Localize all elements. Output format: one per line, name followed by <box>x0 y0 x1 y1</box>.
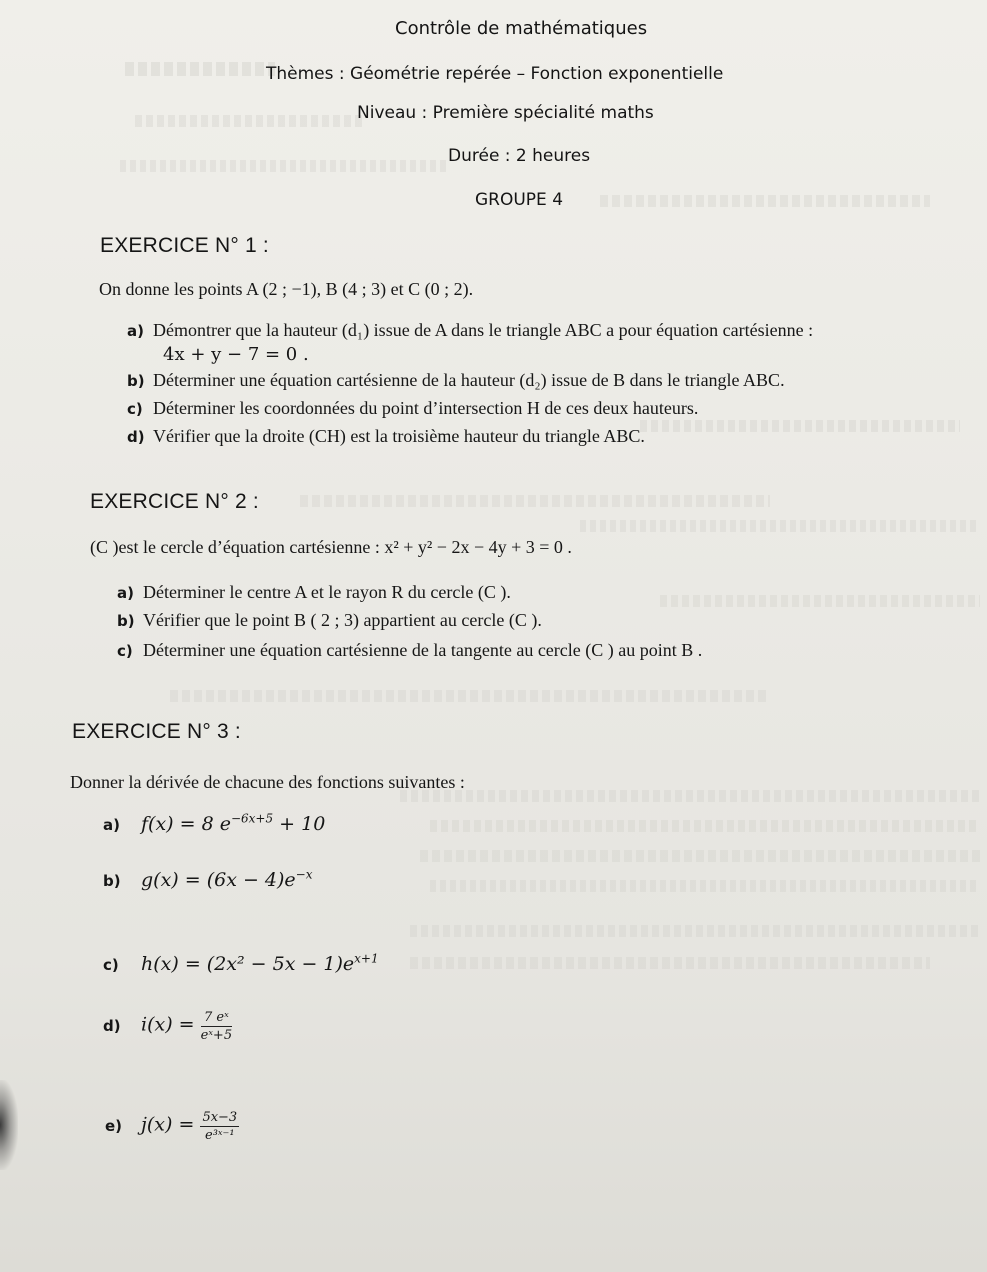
item-label: e) <box>105 1116 123 1135</box>
themes-line: Thèmes : Géométrie repérée – Fonction exponentielle <box>266 64 724 84</box>
exercise-3-item-c <box>103 952 379 975</box>
exercise-3-item-b <box>103 868 313 891</box>
exercise-3-intro: Donner la dérivée de chacune des fonctions suivantes : <box>70 772 465 792</box>
niveau-line: Niveau : Première spécialité maths <box>357 103 654 123</box>
item-label: d) <box>127 428 145 446</box>
item-label: b) <box>117 612 135 630</box>
item-label: c) <box>127 400 143 418</box>
equation-text: 4x + y − 7 = 0 . <box>163 344 309 365</box>
exercise-2-item-c <box>117 640 702 661</box>
groupe-line: GROUPE 4 <box>475 190 564 210</box>
exercise-1-item-d <box>127 426 645 447</box>
item-label: a) <box>117 584 134 602</box>
formula-exponent: −6x+5 <box>230 812 274 826</box>
item-label: a) <box>127 322 144 340</box>
item-text: Déterminer les coordonnées du point d’intersection H de ces deux hauteurs. <box>153 398 699 418</box>
exercise-3-item-e <box>105 1110 239 1143</box>
formula-base: f(x) = 8 e <box>141 813 231 836</box>
bleed-through-text <box>410 957 930 969</box>
item-text: Déterminer le centre A et le rayon R du cercle (C ). <box>143 582 511 602</box>
item-text: Vérifier que la droite (CH) est la troisième hauteur du triangle ABC. <box>153 426 645 446</box>
exercise-1-intro: On donne les points A (2 ; −1), B (4 ; 3) et C (0 ; 2). <box>99 279 474 299</box>
exercise-3-title: EXERCICE N° 3 : <box>72 720 241 743</box>
formula-f <box>141 813 325 835</box>
bleed-through-text <box>410 925 980 937</box>
formula-exponent: x+1 <box>354 952 379 966</box>
item-label: c) <box>117 642 133 660</box>
formula-i: i(x) = <box>141 1013 201 1036</box>
bleed-through-text <box>580 520 980 532</box>
item-text: Déterminer une équation cartésienne de la hauteur (d₂) issue de B dans le triangle ABC. <box>153 370 785 390</box>
bleed-through-text <box>430 820 980 832</box>
item-label: d) <box>103 1016 121 1035</box>
formula-g <box>141 869 313 891</box>
page-edge-shadow <box>0 1080 18 1170</box>
bleed-through-text <box>120 160 450 172</box>
numerator: 5x−3 <box>202 1110 238 1125</box>
bleed-through-text <box>640 420 960 432</box>
exercise-1-item-b <box>127 370 785 391</box>
fraction-j <box>200 1110 239 1143</box>
bleed-through-text <box>420 850 980 862</box>
item-text: Démontrer que la hauteur (d₁) issue de A dans le triangle ABC a pour équation cartésienne : <box>153 320 814 340</box>
bleed-through-text <box>400 790 980 802</box>
denominator: eˣ+5 <box>200 1028 233 1043</box>
bleed-through-text <box>430 880 980 892</box>
bleed-through-text <box>125 62 275 76</box>
exercise-2-intro: (C )est le cercle d’équation cartésienne : x² + y² − 2x − 4y + 3 = 0 . <box>90 537 572 557</box>
bleed-through-text <box>135 115 365 127</box>
exercise-2-title: EXERCICE N° 2 : <box>90 490 259 513</box>
exercise-1-item-c <box>127 398 698 419</box>
item-label: b) <box>103 872 121 891</box>
formula-base: g(x) = (6x − 4)e <box>141 869 296 892</box>
item-text: Déterminer une équation cartésienne de la tangente au cercle (C ) au point B . <box>143 640 703 660</box>
item-label: b) <box>127 372 145 390</box>
item-text: Vérifier que le point B ( 2 ; 3) appartient au cercle (C ). <box>143 610 542 630</box>
document-title: Contrôle de mathématiques <box>395 18 648 39</box>
exercise-1-equation <box>163 344 309 365</box>
bleed-through-text <box>660 595 980 607</box>
formula-base: h(x) = (2x² − 5x − 1)e <box>141 953 355 976</box>
formula-exponent: −x <box>295 868 313 882</box>
item-label: c) <box>103 956 119 975</box>
exercise-1-item-a <box>127 320 813 341</box>
exercise-3-item-d <box>103 1010 232 1043</box>
duree-line: Durée : 2 heures <box>448 146 591 166</box>
denominator: e³ˣ⁻¹ <box>205 1128 235 1143</box>
item-label: a) <box>103 816 120 835</box>
formula-h <box>141 953 379 975</box>
exercise-2-item-a <box>117 582 511 603</box>
bleed-through-text <box>300 495 770 507</box>
exercise-3-item-a <box>103 812 325 835</box>
exercise-2-item-b <box>117 610 542 631</box>
bleed-through-text <box>170 690 770 702</box>
fraction-i <box>201 1010 232 1043</box>
formula-constant: + 10 <box>273 813 326 836</box>
bleed-through-text <box>600 195 930 207</box>
numerator: 7 eˣ <box>201 1010 232 1027</box>
formula-j: j(x) = <box>141 1113 201 1136</box>
exercise-1-title: EXERCICE N° 1 : <box>100 234 269 257</box>
